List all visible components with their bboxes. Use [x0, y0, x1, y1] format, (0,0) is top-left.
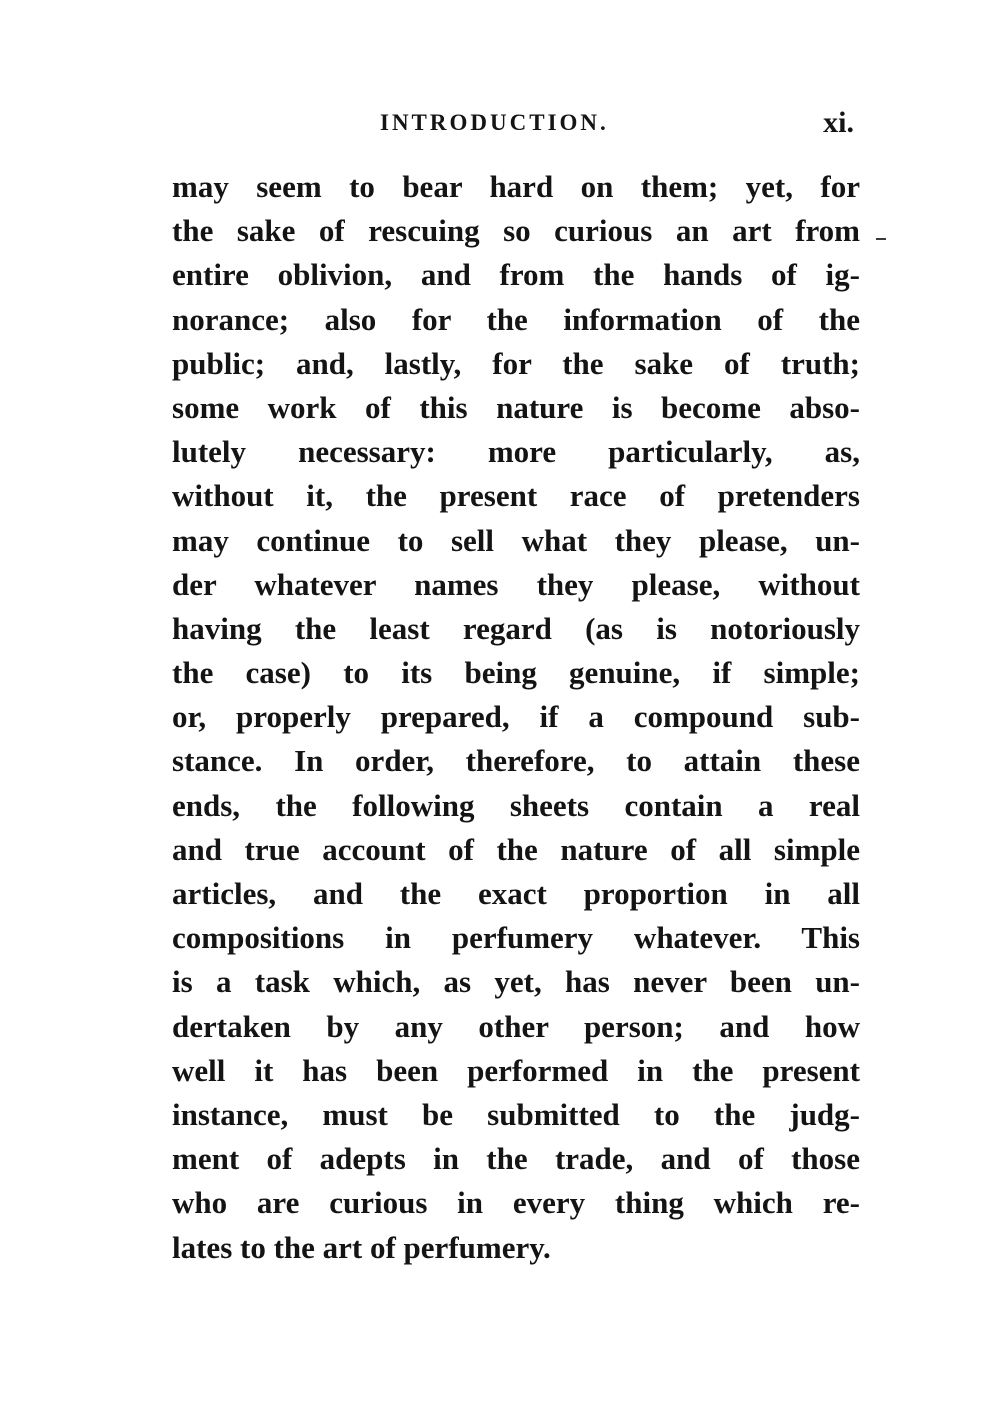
text-line: lates to the art of perfumery.: [172, 1229, 551, 1265]
page-number: xi.: [823, 106, 854, 139]
text-line: well it has been performed in the present: [172, 1052, 860, 1088]
text-line: compositions in perfumery whatever. This: [172, 920, 860, 956]
text-line: may seem to bear hard on them; yet, for: [172, 169, 860, 204]
text-line: dertaken by any other person; and how: [172, 1008, 860, 1044]
text-line: having the least regard (as is notoriously: [172, 610, 860, 646]
running-title: INTRODUCTION.: [380, 110, 609, 135]
text-line: articles, and the exact proportion in all: [172, 876, 860, 911]
text-line: lutely necessary: more particularly, as,: [172, 434, 860, 470]
text-line: public; and, lastly, for the sake of truth;: [172, 345, 860, 381]
text-line: stance. In order, therefore, to attain these: [172, 743, 860, 779]
text-line: without it, the present race of pretenders: [172, 478, 860, 514]
text-line: the sake of rescuing so curious an art from: [172, 213, 860, 249]
text-line: is a task which, as yet, has never been un-: [172, 964, 860, 1000]
text-line: or, properly prepared, if a compound sub-: [172, 699, 860, 735]
body-paragraph: [172, 165, 860, 1270]
text-line: and true account of the nature of all simple: [172, 831, 860, 867]
text-line: who are curious in every thing which re-: [172, 1185, 860, 1221]
text-line: entire oblivion, and from the hands of ig-: [172, 257, 860, 293]
text-line: norance; also for the information of the: [172, 301, 860, 337]
text-line: may continue to sell what they please, un-: [172, 522, 860, 558]
margin-mark: [876, 238, 886, 240]
running-head: [170, 106, 860, 140]
text-line: the case) to its being genuine, if simple;: [172, 655, 860, 691]
text-line: ends, the following sheets contain a real: [172, 787, 860, 823]
text-line: some work of this nature is become abso-: [172, 389, 860, 425]
text-line: ment of adepts in the trade, and of those: [172, 1141, 860, 1177]
text-line: der whatever names they please, without: [172, 566, 860, 602]
text-line: instance, must be submitted to the judg-: [172, 1096, 860, 1132]
